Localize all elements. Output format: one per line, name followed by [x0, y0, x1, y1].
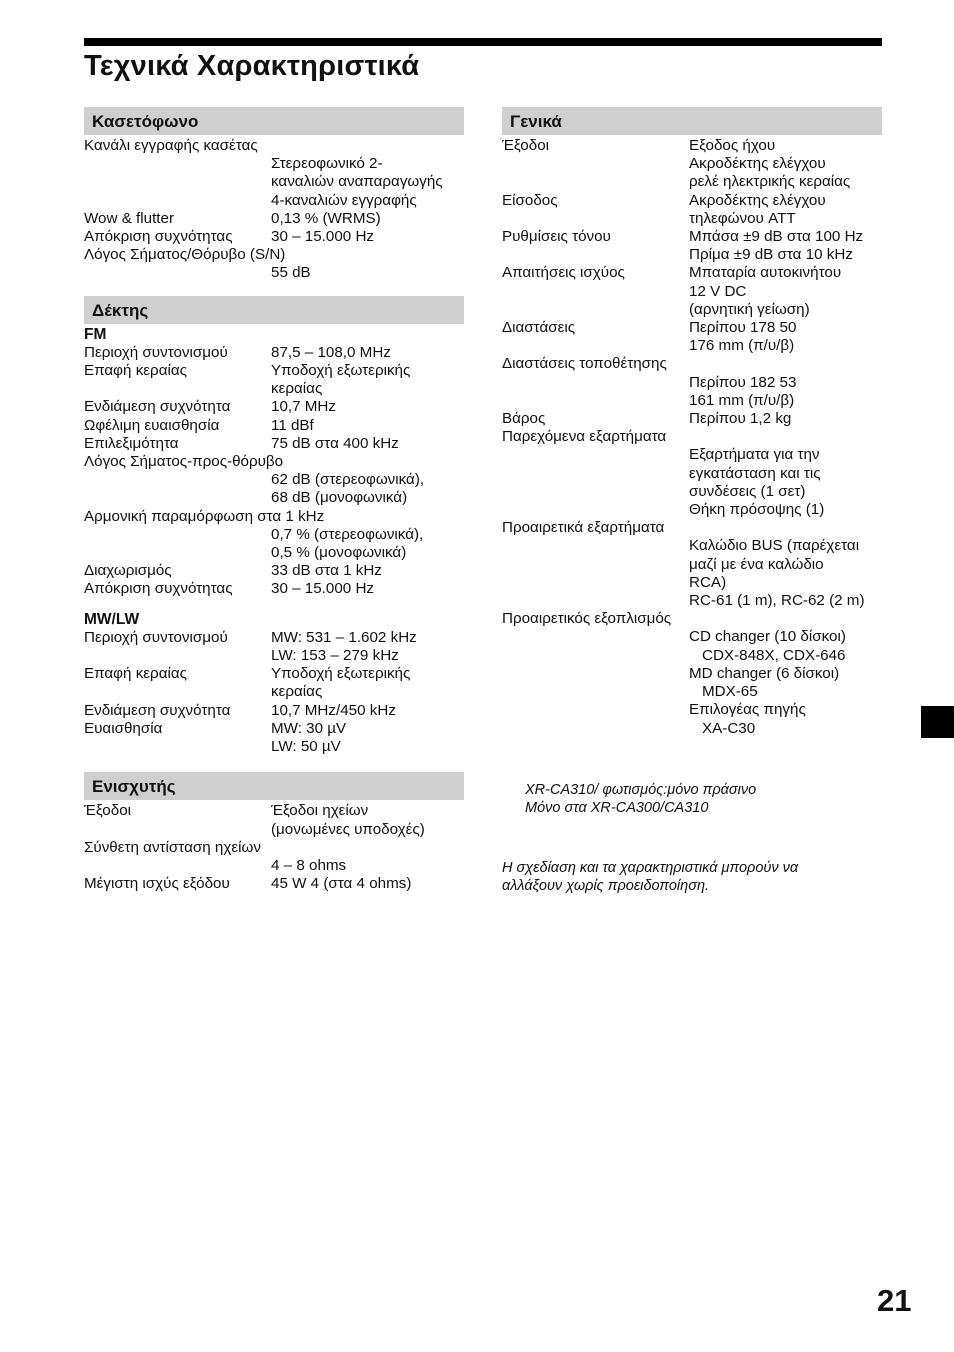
spec-row: [502, 428, 882, 446]
spec-value: Μπαταρία αυτοκινήτου: [689, 264, 842, 282]
page-number: 21: [877, 1283, 912, 1318]
section-heading-general: Γενικά: [502, 107, 882, 135]
spec-value: (μονωμένες υποδοχές): [271, 820, 425, 838]
spec-label: Περιοχή συντονισμού: [84, 628, 228, 646]
spec-label: Απόκριση συχνότητας: [84, 580, 233, 598]
model-note: XR-CA310/ φωτισμός:μόνο πράσινο: [525, 782, 757, 798]
subheading-mwlw: MW/LW: [84, 610, 140, 628]
spec-value: MW: 531 – 1.602 kHz: [271, 628, 417, 646]
spec-label: Διαστάσεις τοποθέτησης: [502, 355, 667, 373]
spec-value: Έξοδοι ηχείων: [271, 802, 369, 820]
spec-row: [84, 875, 464, 893]
spec-value: 10,7 MHz/450 kHz: [271, 701, 396, 719]
spec-value: 87,5 – 108,0 MHz: [271, 343, 391, 361]
spec-label: Σύνθετη αντίσταση ηχείων: [84, 838, 261, 856]
spec-value: 0,5 % (μονοφωνικά): [271, 544, 407, 562]
section-heading-amplifier: Ενισχυτής: [84, 772, 464, 800]
spec-value: τηλεφώνου ATT: [689, 209, 796, 227]
spec-value: 55 dB: [271, 264, 311, 282]
spec-value: 62 dB (στερεοφωνικά),: [271, 471, 425, 489]
spec-label: Wow & flutter: [84, 209, 175, 227]
spec-value: Θήκη πρόσοψης (1): [689, 501, 825, 519]
spec-label: Απόκριση συχνότητας: [84, 228, 233, 246]
spec-value: 4 – 8 ohms: [271, 856, 347, 874]
spec-value: 0,7 % (στερεοφωνικά),: [271, 525, 424, 543]
spec-value: Ακροδέκτης ελέγχου: [689, 155, 826, 173]
spec-value: 176 mm (π/υ/β): [689, 337, 795, 355]
spec-value: MDX-65: [702, 683, 758, 701]
spec-label: Λόγος Σήματος/Θόρυβο (S/N): [84, 246, 286, 264]
spec-value: Εξαρτήματα για την: [689, 446, 820, 464]
disclaimer-note: αλλάξουν χωρίς προειδοποίηση.: [502, 878, 710, 894]
spec-label: Προαιρετικά εξαρτήματα: [502, 519, 665, 537]
spec-row: [84, 665, 464, 683]
spec-value: 33 dB στα 1 kHz: [271, 562, 382, 580]
spec-value: κεραίας: [271, 683, 323, 701]
spec-row: [502, 264, 882, 282]
spec-value: Ακροδέκτης ελέγχου: [689, 191, 826, 209]
spec-row: [502, 228, 882, 246]
spec-label: Παρεχόμενα εξαρτήματα: [502, 428, 667, 446]
spec-value: Περίπου 178 50: [689, 319, 797, 337]
spec-row: [84, 137, 464, 155]
spec-label: Διαστάσεις: [502, 319, 576, 337]
spec-label: Επιλεξιμότητα: [84, 434, 179, 452]
spec-value: Πρίμα ±9 dB στα 10 kHz: [689, 246, 853, 264]
spec-value: Περίπου 182 53: [689, 373, 797, 391]
spec-value: μαζί με ένα καλώδιο: [689, 555, 824, 573]
spec-label: Ωφέλιμη ευαισθησία: [84, 416, 220, 434]
spec-value: 12 V DC: [689, 282, 747, 300]
spec-value: 10,7 MHz: [271, 398, 336, 416]
spec-value: 11 dBf: [271, 416, 314, 434]
spec-row: [84, 362, 464, 380]
top-rule: [84, 38, 882, 46]
spec-row: [84, 453, 464, 471]
spec-value: MD changer (6 δίσκοι): [689, 664, 840, 682]
subheading-fm: FM: [84, 325, 107, 343]
spec-label: Ενδιάμεση συχνότητα: [84, 701, 231, 719]
spec-row: [502, 610, 882, 628]
page-title: Τεχνικά Χαρακτηριστικά: [84, 50, 420, 82]
section-heading-cassette: Κασετόφωνο: [84, 107, 464, 135]
spec-value: RCA): [689, 573, 727, 591]
spec-value: Περίπου 1,2 kg: [689, 410, 792, 428]
spec-label: Επαφή κεραίας: [84, 665, 187, 683]
spec-row: [502, 355, 882, 373]
spec-value: (αρνητική γείωση): [689, 300, 810, 318]
spec-label: Έξοδοι: [502, 137, 550, 154]
spec-value: Υποδοχή εξωτερικής: [271, 665, 411, 683]
spec-row: [502, 137, 882, 155]
spec-label: Διαχωρισμός: [84, 562, 172, 580]
spec-row: [84, 228, 464, 246]
spec-row: [502, 410, 882, 428]
spec-value: 161 mm (π/υ/β): [689, 391, 795, 409]
spec-label: Ευαισθησία: [84, 719, 163, 737]
spec-value: εγκατάσταση και τις: [689, 464, 821, 482]
disclaimer-note: Η σχεδίαση και τα χαρακτηριστικά μπορούν να: [502, 860, 799, 876]
spec-row: [84, 629, 464, 647]
spec-row: [502, 319, 882, 337]
spec-value: LW: 50 µV: [271, 738, 341, 756]
spec-label: Απαιτήσεις ισχύος: [502, 264, 625, 282]
spec-value: Υποδοχή εξωτερικής: [271, 362, 411, 380]
left-column: [84, 107, 464, 893]
spec-row: [84, 344, 464, 362]
spec-label: Βάρος: [502, 410, 546, 428]
spec-value: CD changer (10 δίσκοι): [689, 628, 846, 646]
spec-label: Αρμονική παραμόρφωση στα 1 kHz: [84, 507, 325, 525]
spec-row: [84, 580, 464, 598]
spec-value: LW: 153 – 279 kHz: [271, 647, 399, 665]
spec-row: [84, 802, 464, 820]
spec-row: [502, 192, 882, 210]
spec-row: [84, 508, 464, 526]
spec-row: [84, 839, 464, 857]
spec-value: 68 dB (μονοφωνικά): [271, 489, 408, 507]
spec-value: κεραίας: [271, 380, 323, 398]
spec-value: XA-C30: [702, 719, 756, 737]
spec-value: Εξοδος ήχου: [689, 137, 776, 154]
spec-value: 30 – 15.000 Hz: [271, 228, 375, 246]
spec-value: 4-καναλιών εγγραφής: [271, 191, 417, 209]
spec-value: ρελέ ηλεκτρικής κεραίας: [689, 173, 851, 191]
spec-row: [84, 435, 464, 453]
section-heading-tuner: Δέκτης: [84, 296, 464, 324]
spec-label: Επαφή κεραίας: [84, 362, 187, 380]
spec-row: [84, 246, 464, 264]
spec-row: [84, 417, 464, 435]
spec-label: Έξοδοι: [84, 802, 132, 820]
spec-row: [84, 210, 464, 228]
spec-value: RC-61 (1 m), RC-62 (2 m): [689, 592, 865, 610]
spec-value: 75 dB στα 400 kHz: [271, 434, 399, 452]
right-column: [502, 107, 882, 738]
spec-row: [84, 720, 464, 738]
spec-value: καναλιών αναπαραγωγής: [271, 173, 443, 191]
spec-value: Επιλογέας πηγής: [689, 701, 806, 719]
spec-value: MW: 30 µV: [271, 719, 347, 737]
spec-label: Είσοδος: [502, 191, 558, 209]
spec-value: συνδέσεις (1 σετ): [689, 482, 806, 500]
spec-label: Μέγιστη ισχύς εξόδου: [84, 875, 230, 893]
spec-value: 30 – 15.000 Hz: [271, 580, 375, 598]
spec-label: Λόγος Σήματος-προς-θόρυβο: [84, 453, 284, 471]
spec-row: [84, 562, 464, 580]
spec-value: 0,13 % (WRMS): [271, 209, 381, 227]
spec-label: Ρυθμίσεις τόνου: [502, 228, 611, 246]
spec-label: Περιοχή συντονισμού: [84, 343, 228, 361]
spec-label: Ενδιάμεση συχνότητα: [84, 398, 231, 416]
spec-label: Κανάλι εγγραφής κασέτας: [84, 137, 258, 154]
spec-value: Καλώδιο BUS (παρέχεται: [689, 537, 860, 555]
spec-row: [502, 519, 882, 537]
section-tab-marker: [921, 706, 954, 738]
spec-value: 45 W 4 (στα 4 ohms): [271, 875, 412, 893]
spec-row: [84, 702, 464, 720]
spec-value: Μπάσα ±9 dB στα 100 Hz: [689, 228, 864, 246]
spec-value: Στερεοφωνικό 2-: [271, 155, 383, 173]
model-note: Μόνο στα XR-CA300/CA310: [525, 800, 709, 816]
spec-row: [84, 398, 464, 416]
spec-value: CDX-848X, CDX-646: [702, 646, 846, 664]
spec-label: Προαιρετικός εξοπλισμός: [502, 610, 672, 628]
